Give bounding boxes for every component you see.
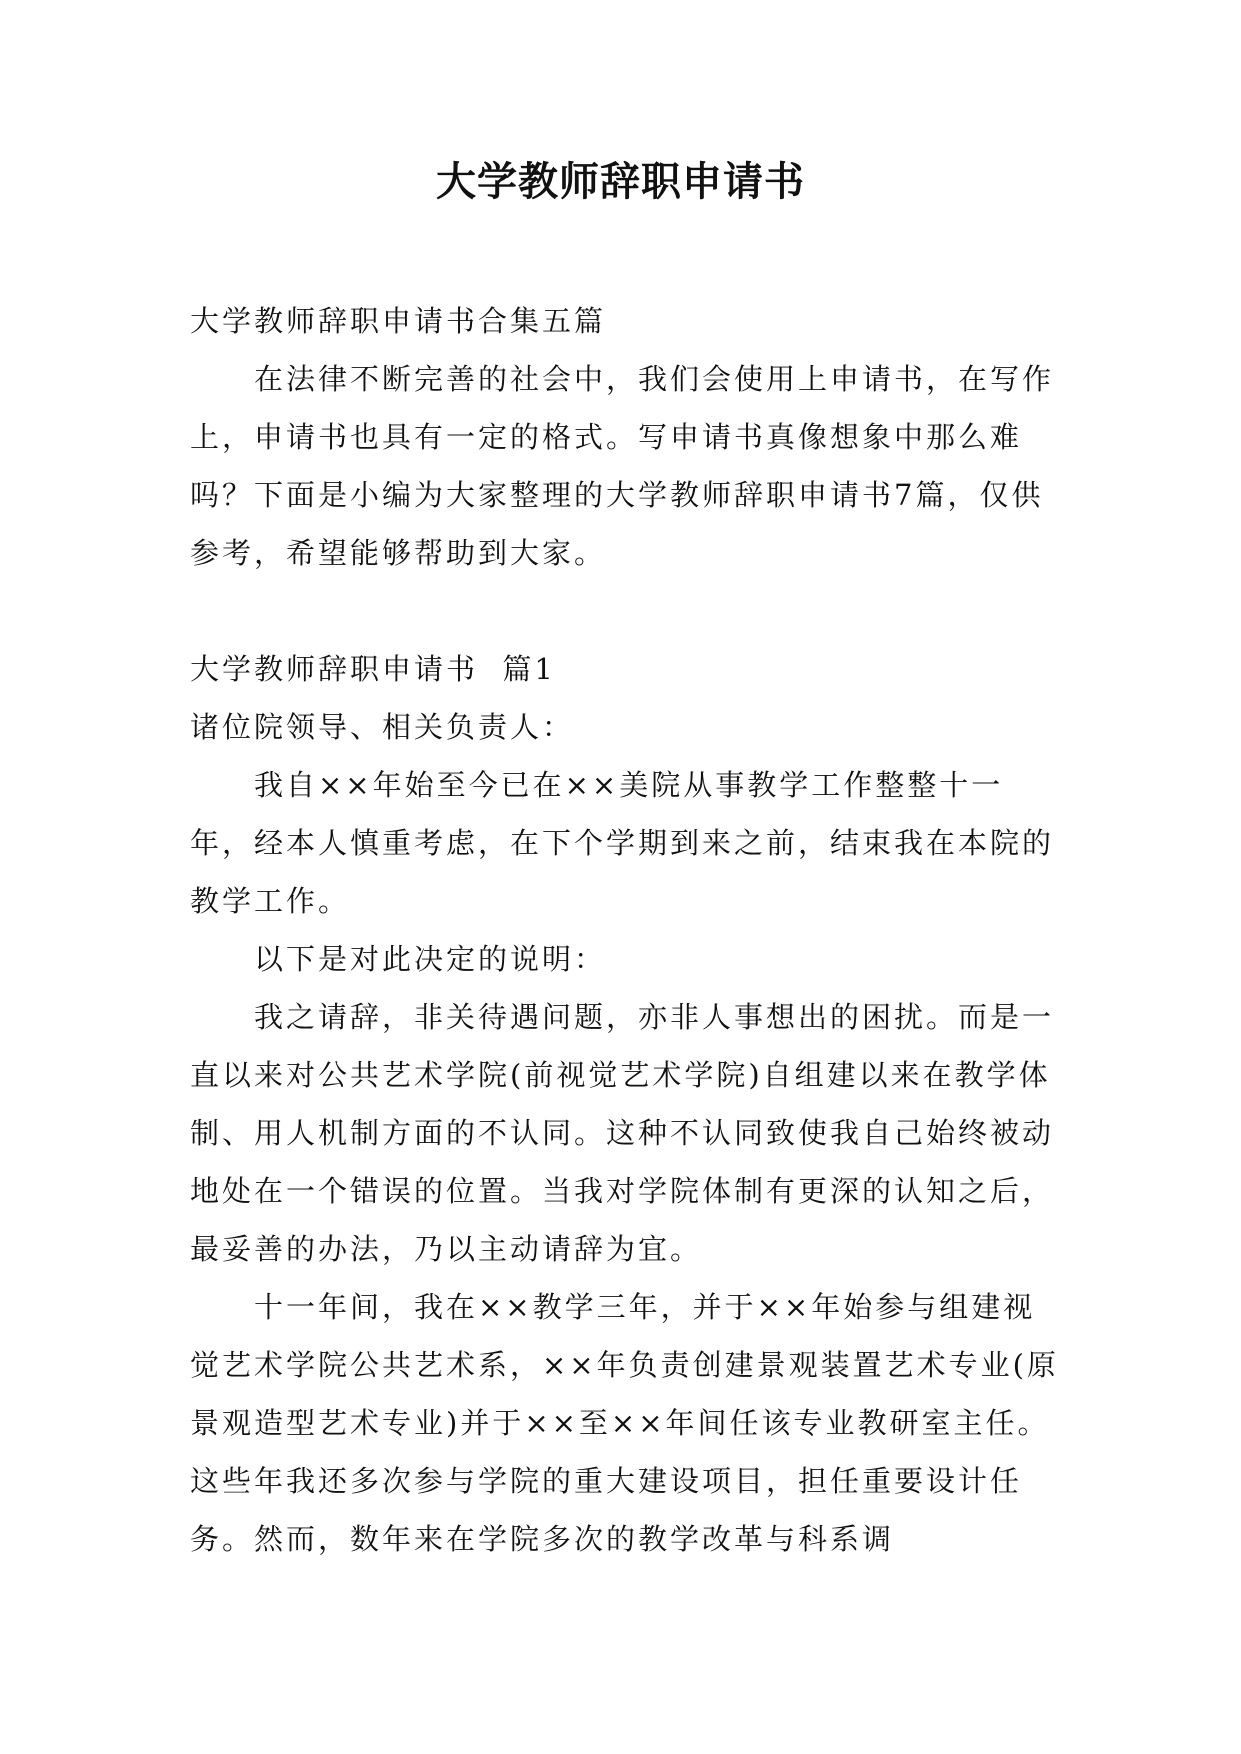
intro-paragraph: 在法律不断完善的社会中，我们会使用上申请书，在写作上，申请书也具有一定的格式。写申请书真像想象中那么难吗？下面是小编为大家整理的大学教师辞职申请书7篇，仅供参考，希望能够帮助到大家。 [190,362,1055,570]
body-paragraph: 我之请辞，非关待遇问题，亦非人事想出的困扰。而是一直以来对公共艺术学院(前视觉艺术学院)自组建以来在教学体制、用人机制方面的不认同。这种不认同致使我自己始终被动地处在一个错误的位置。当我对学院体制有更深的认知之后，最妥善的办法，乃以主动请辞为宜。 [190,1000,1055,1266]
document-body [190,292,1060,1568]
document-subtitle: 大学教师辞职申请书合集五篇 [190,304,607,338]
salutation: 诸位院领导、相关负责人： [190,710,575,744]
document-title: 大学教师辞职申请书 [436,159,805,205]
blank-line [190,582,1060,640]
body-paragraph: 我自××年始至今已在××美院从事教学工作整整十一年，经本人慎重考虑，在下个学期到来之前，结束我在本院的教学工作。 [190,768,1055,918]
body-paragraph: 以下是对此决定的说明： [254,942,607,976]
section-heading: 大学教师辞职申请书 篇1 [190,652,556,686]
body-paragraph: 十一年间，我在××教学三年，并于××年始参与组建视觉艺术学院公共艺术系，××年负责创建景观装置艺术专业(原景观造型艺术专业)并于××至××年间任该专业教研室主任。这些年我还多次参与学院的重大建设项目，担任重要设计任务。然而，数年来在学院多次的教学改革与科系调 [190,1290,1059,1556]
